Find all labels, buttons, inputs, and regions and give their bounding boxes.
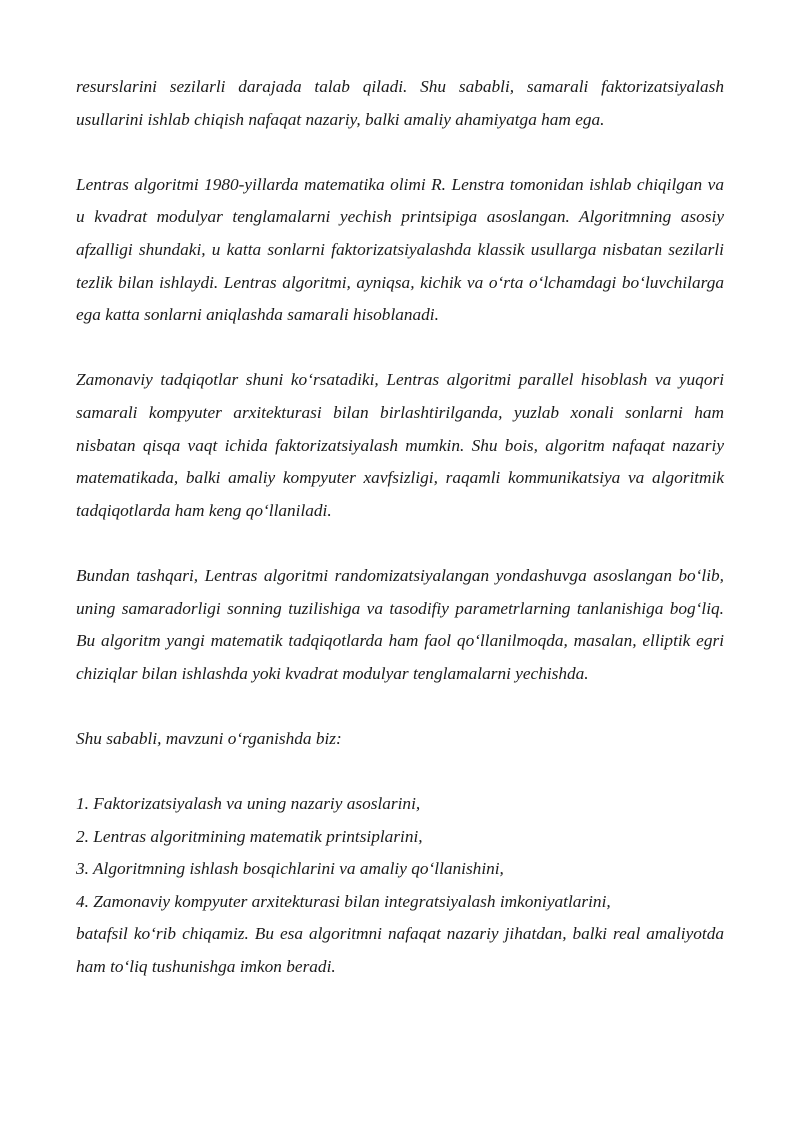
- paragraph-lentras-origin: Lentras algoritmi 1980-yillarda matematika olimi R. Lenstra tomonidan ishlab chiqilgan va u kvadrat modulyar tenglamalarni yechish printsipiga asoslangan. Algoritmning asosiy afzalligi shundaki, u katta sonlarni faktorizatsiyalashda klassik usullarga nisbatan sezilarli tezlik bilan ishlaydi. Lentras algoritmi, ayniqsa, kichik va o‘rta o‘lchamdagi bo‘luvchilarga ega katta sonlarni aniqlashda samarali hisoblanadi.: [76, 174, 724, 325]
- list-item: 4. Zamonaviy kompyuter arxitekturasi bilan integratsiyalash imkoniyatlarini,: [76, 891, 611, 911]
- paragraph-randomized-approach: Bundan tashqari, Lentras algoritmi randomizatsiyalangan yondashuvga asoslangan bo‘lib, uning samaradorligi sonning tuzilishiga va tasodifiy parametrlarning tanlanishiga bog‘liq. Bu algoritm yangi matematik tadqiqotlarda ham faol qo‘llanilmoqda, masalan, elliptik egri chiziqlar bilan ishlashda yoki kvadrat modulyar tenglamalarni yechishda.: [76, 565, 724, 683]
- paragraph-study-lead-in: Shu sababli, mavzuni o‘rganishda biz:: [76, 728, 342, 748]
- list-item: 1. Faktorizatsiyalash va uning nazariy asoslarini,: [76, 794, 421, 814]
- list-item: 2. Lentras algoritmining matematik printsiplarini,: [76, 826, 423, 846]
- study-topics-list: [76, 788, 724, 918]
- paragraph-intro-continuation: resurslarini sezilarli darajada talab qiladi. Shu sababli, samarali faktorizatsiyalash usullarini ishlab chiqish nafaqat nazariy, balki amaliy ahamiyatga ham ega.: [76, 77, 724, 129]
- document-page: [76, 71, 724, 984]
- list-item: 3. Algoritmning ishlash bosqichlarini va amaliy qo‘llanishini,: [76, 859, 504, 879]
- paragraph-modern-research: Zamonaviy tadqiqotlar shuni ko‘rsatadiki, Lentras algoritmi parallel hisoblash va yuqori samarali kompyuter arxitekturasi bilan birlashtirilganda, yuzlab xonali sonlarni ham nisbatan qisqa vaqt ichida faktorizatsiyalash mumkin. Shu bois, algoritm nafaqat nazariy matematikada, balki amaliy kompyuter xavfsizligi, raqamli kommunikatsiya va algoritmik tadqiqotlarda ham keng qo‘llaniladi.: [76, 370, 724, 520]
- paragraph-closing: batafsil ko‘rib chiqamiz. Bu esa algoritmni nafaqat nazariy jihatdan, balki real amaliyotda ham to‘liq tushunishga imkon beradi.: [76, 924, 724, 977]
